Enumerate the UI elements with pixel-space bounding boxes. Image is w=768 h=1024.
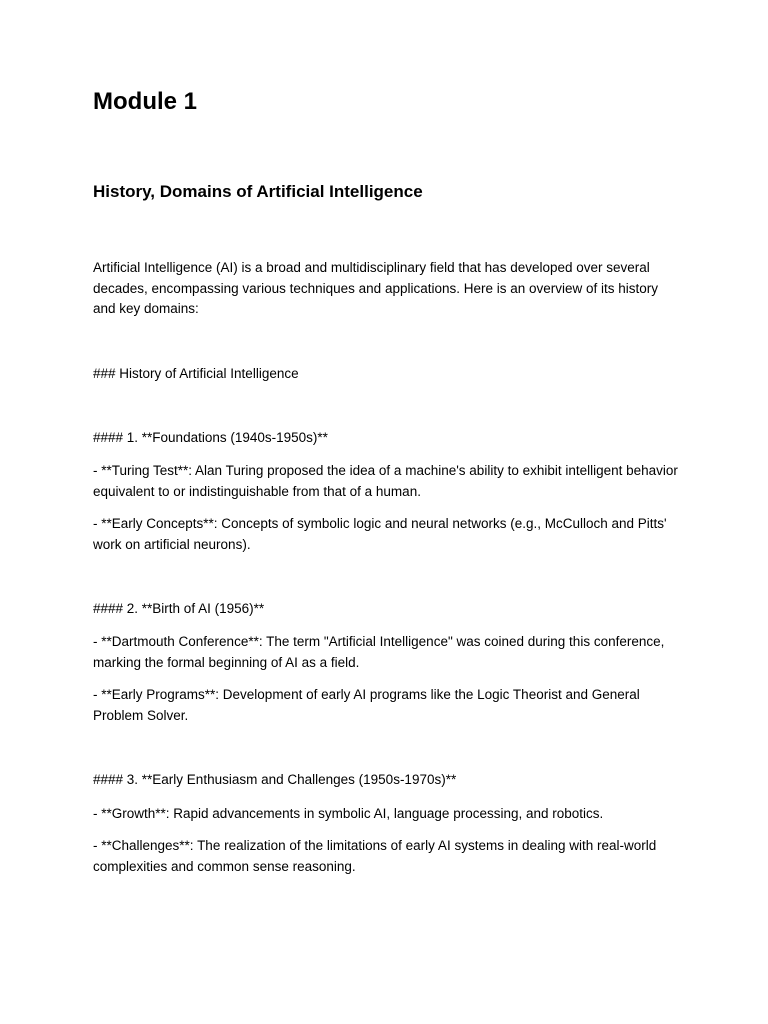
intro-paragraph: Artificial Intelligence (AI) is a broad and multidisciplinary field that has developed over several decades, encompassing various techniques and applications. Here is an overview of its history and key domains: xyxy=(93,260,659,316)
history-heading: ### History of Artificial Intelligence xyxy=(93,366,299,381)
section-heading: #### 1. **Foundations (1940s-1950s)** xyxy=(93,430,328,445)
section-heading: #### 2. **Birth of AI (1956)** xyxy=(93,601,265,616)
bullet-item: - **Dartmouth Conference**: The term "Artificial Intelligence" was coined during this conference, marking the formal beginning of AI as a field. xyxy=(93,634,665,670)
page-title: Module 1 xyxy=(93,88,198,115)
bullet-item: - **Early Concepts**: Concepts of symbolic logic and neural networks (e.g., McCulloch and Pitts' work on artificial neurons). xyxy=(93,516,667,552)
bullet-item: - **Early Programs**: Development of early AI programs like the Logic Theorist and General Problem Solver. xyxy=(93,687,640,723)
bullet-item: - **Growth**: Rapid advancements in symbolic AI, language processing, and robotics. xyxy=(93,806,604,821)
bullet-item: - **Challenges**: The realization of the limitations of early AI systems in dealing with real-world complexities and common sense reasoning. xyxy=(93,838,657,874)
section-heading: #### 3. **Early Enthusiasm and Challenges (1950s-1970s)** xyxy=(93,772,457,787)
bullet-item: - **Turing Test**: Alan Turing proposed the idea of a machine's ability to exhibit intelligent behavior equivalent to or indistinguishable from that of a human. xyxy=(93,463,678,499)
page-subtitle: History, Domains of Artificial Intelligence xyxy=(93,182,423,201)
